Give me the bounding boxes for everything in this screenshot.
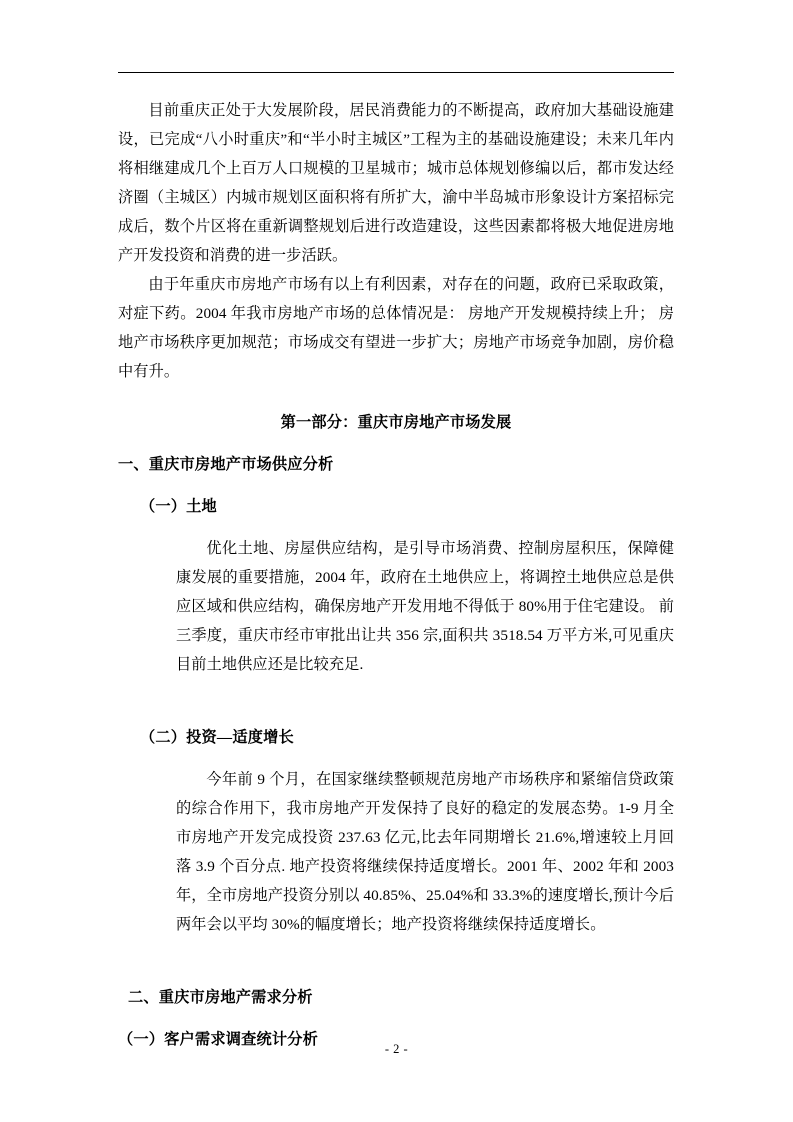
subsection-heading-customer-survey: （一）客户需求调查统计分析: [118, 1031, 319, 1048]
spacer: [118, 939, 674, 983]
section-heading-supply-analysis: 一、重庆市房地产市场供应分析: [118, 456, 334, 473]
paragraph-market-policy: 由于年重庆市房地产市场有以上有利因素，对存在的问题，政府已采取政策，对症下药。2004 年我市房地产市场的总体情况是： 房地产开发规模持续上升； 房地产市场秩序更加规范；市场成交有望进一步扩大；房地产市场竞争加剧，房价稳中有升。: [118, 276, 674, 380]
paragraph-development-stage: 目前重庆正处于大发展阶段，居民消费能力的不断提高，政府加大基础设施建设，已完成“八小时重庆”和“半小时主城区”工程为主的基础设施建设；未来几年内将相继建成几个上百万人口规模的卫星城市；城市总体规划修编以后，都市发达经济圈（主城区）内城市规划区面积将有所扩大，渝中半岛城市形象设计方案招标完成后，数个片区将在重新调整规划后进行改造建设，这些因素都将极大地促进房地产开发投资和消费的进一步活跃。: [118, 102, 674, 264]
spacer: [118, 437, 674, 450]
spacer: [118, 521, 674, 534]
spacer: [118, 479, 674, 492]
subsection-heading-land: （一）土地: [140, 498, 217, 515]
paragraph-investment-growth: 今年前 9 个月，在国家继续整顿规范房地产市场秩序和紧缩信贷政策的综合作用下，我市房地产开发保持了良好的稳定的发展态势。1-9 月全市房地产开发完成投资 237.63 亿元,比去年同期增长 21.6%,增速较上月回落 3.9 个百分点. 地产投资将继续保持适度增长。2001 年、2002 年和 2003 年，全市房地产投资分别以 40.85%、25.04%和 33.3%的速度增长,预计今后两年会以平均 30%的幅度增长；地产投资将继续保持适度增长。: [176, 771, 674, 933]
spacer: [118, 1012, 674, 1025]
section-heading-demand-analysis: 二、重庆市房地产需求分析: [128, 989, 313, 1006]
document-body: [118, 96, 674, 1054]
spacer: [118, 679, 674, 723]
subsection-heading-investment: （二）投资—适度增长: [140, 729, 294, 746]
spacer: [118, 752, 674, 765]
spacer: [118, 386, 674, 408]
paragraph-land-supply: 优化土地、房屋供应结构，是引导市场消费、控制房屋积压，保障健康发展的重要措施，2004 年，政府在土地供应上，将调控土地供应总是供应区域和供应结构，确保房地产开发用地不得低于 80%用于住宅建设。 前三季度，重庆市经市审批出让共 356 宗,面积共 3518.54 万平方米,可见重庆目前土地供应还是比较充足.: [176, 540, 674, 673]
part-one-title: 第一部分：重庆市房地产市场发展: [280, 414, 512, 431]
page-number-footer: - 2 -: [384, 1042, 409, 1056]
page-header-rule: [118, 72, 674, 73]
